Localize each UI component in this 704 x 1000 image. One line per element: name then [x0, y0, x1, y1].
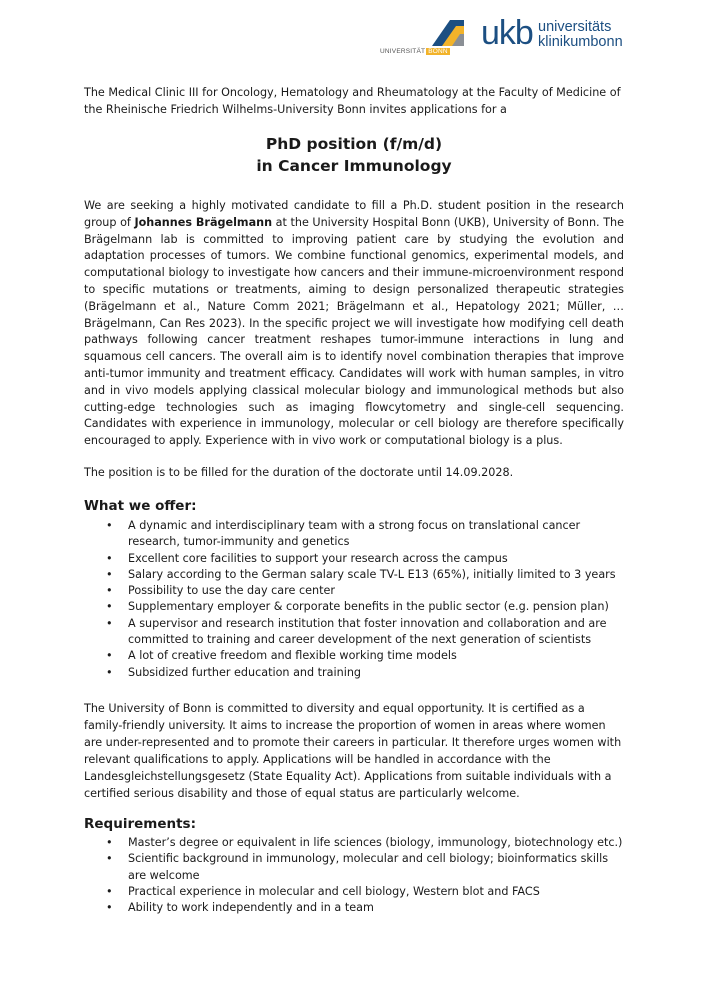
list-item: • Possibility to use the day care center — [84, 583, 624, 599]
bullet-icon: • — [106, 616, 113, 630]
list-item: • Salary according to the German salary scale TV-L E13 (65%), initially limited to 3 years — [84, 567, 624, 583]
list-item: • Excellent core facilities to support your research across the campus — [84, 551, 624, 567]
offer-heading: What we offer: — [84, 498, 197, 514]
university-bonn-emblem-icon — [432, 20, 464, 46]
university-word: UNIVERSITÄT — [380, 48, 426, 55]
list-item: • Scientific background in immunology, molecular and cell biology; bioinformatics skills are welcome — [106, 852, 609, 882]
bullet-icon: • — [106, 649, 113, 663]
list-item: • Subsidized further education and training — [84, 665, 624, 681]
ukb-line-1: universitäts — [538, 19, 612, 35]
university-bonn-logo — [380, 20, 464, 54]
list-item: • A lot of creative freedom and flexible working time models — [84, 648, 624, 664]
offer-list — [84, 518, 624, 681]
ukb-mark: ukb — [481, 14, 533, 52]
bullet-icon: • — [106, 852, 113, 866]
list-item: • Practical experience in molecular and cell biology, Western blot and FACS — [84, 884, 624, 900]
university-bonn-wordmark — [380, 48, 450, 55]
intro-paragraph: The Medical Clinic III for Oncology, Hematology and Rheumatology at the Faculty of Medicine of the Rheinische Friedrich Wilhelms-University Bonn invites applications for a — [84, 86, 621, 116]
requirements-heading: Requirements: — [84, 816, 196, 832]
bullet-icon: • — [106, 836, 113, 849]
ukb-wordmark — [538, 20, 623, 50]
description-paragraph — [84, 198, 624, 450]
requirements-list — [84, 835, 624, 916]
list-item: • A dynamic and interdisciplinary team with a strong focus on translational cancer research, tumor-immunity and genetics — [106, 519, 581, 549]
bullet-icon: • — [106, 584, 113, 598]
bullet-icon: • — [106, 665, 113, 679]
title-line-1: PhD position (f/m/d) — [265, 135, 443, 153]
page-title — [84, 133, 624, 177]
equality-paragraph: The University of Bonn is committed to diversity and equal opportunity. It is certified as a family-friendly university. It aims to increase the proportion of women in areas where women are under-represented and to promote their careers in particular. It therefore urges women with relevant qualifications to apply. Applications will be handled in accordance with the Landesgleichstellungsgesetz (State Equality Act). Applications from suitable individuals with a certified serious disability and those of equal status are particularly welcome. — [84, 702, 622, 800]
bullet-icon: • — [106, 519, 113, 532]
bullet-icon: • — [106, 567, 113, 581]
group-leader-name: Johannes Brägelmann — [134, 215, 273, 229]
list-item: • Master’s degree or equivalent in life sciences (biology, immunology, biotechnology etc.) — [84, 835, 624, 851]
ukb-line-2: klinikumbonn — [538, 34, 623, 50]
bullet-icon: • — [106, 600, 113, 614]
description-part-1: We are seeking a highly motivated candidate to fill a Ph.D. student position in the research group of — [84, 199, 624, 229]
list-item: • Ability to work independently and in a team — [84, 900, 624, 916]
bonn-word: BONN — [428, 48, 448, 55]
bullet-icon: • — [106, 901, 113, 915]
title-line-2: in Cancer Immunology — [256, 157, 452, 175]
list-item: • A supervisor and research institution that foster innovation and collaboration and are committed to training and career development of the next generation of scientists — [106, 616, 607, 647]
description-part-2: at the University Hospital Bonn (UKB), University of Bonn. The Brägelmann lab is committed to improving patient care by studying the evolution and adaptation processes of tumors. We combine functional genomics, experimental models, and computational biology to investigate how cancers and their immune-microenvironment respond to specific mutations or treatments, aiming to design personalized therapeutic strategies (Brägelmann et al., Nature Comm 2021; Brägelmann et al., Hepatology 2021; Müller, … Brägelmann, Can Res 2023). In the specific project we will investigate how modifying cell death pathways following cancer treatment reshapes tumor-immune interactions in lung and squamous cell cancers. The overall aim is to identify novel combination therapies that improve anti-tumor immunity and treatment efficacy. Candidates will work with human samples, in vitro and in vivo models applying classical molecular biology and immunological methods but also cutting-edge technologies such as imaging flowcytometry and single-cell sequencing. Candidates with experience in immunology, molecular or cell biology are therefore specifically encouraged to apply. Experience with in vivo work or computational biology is a plus. — [84, 215, 625, 448]
position-duration: The position is to be filled for the duration of the doctorate until 14.09.2028. — [84, 466, 514, 479]
bullet-icon: • — [106, 551, 113, 565]
ukb-logo — [481, 14, 631, 52]
bullet-icon: • — [106, 884, 113, 898]
list-item: • Supplementary employer & corporate benefits in the public sector (e.g. pension plan) — [84, 599, 624, 615]
